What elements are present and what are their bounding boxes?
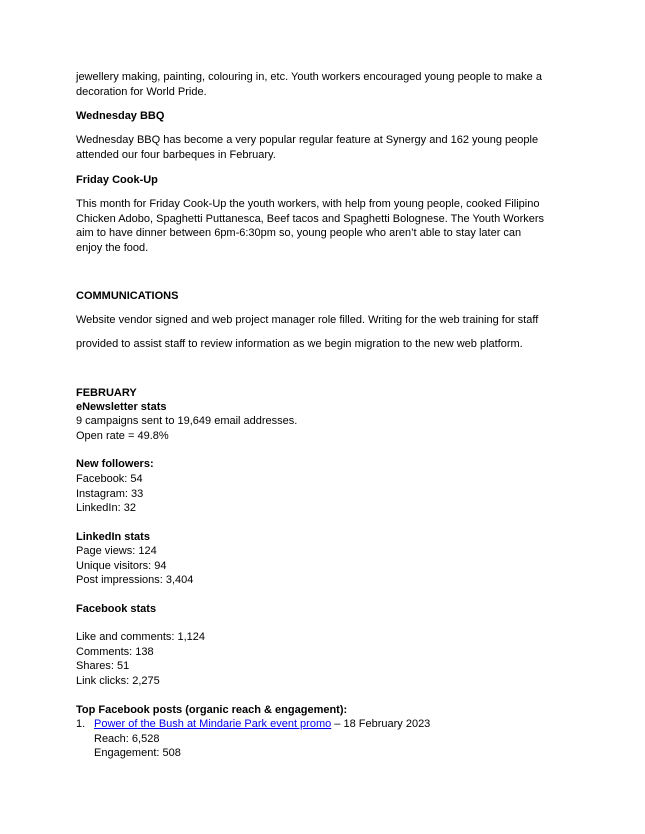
communications-line-2: provided to assist staff to review information as we begin migration to the new web platform. <box>76 338 523 350</box>
intro-paragraph <box>76 70 542 99</box>
post-link[interactable]: Power of the Bush at Mindarie Park event promo <box>94 718 332 730</box>
facebook-stats <box>76 630 205 688</box>
friday-cookup-heading: Friday Cook-Up <box>76 174 158 186</box>
post-details <box>94 717 430 761</box>
stat-line: LinkedIn: 32 <box>76 502 136 514</box>
new-followers-stats <box>76 472 143 516</box>
stat-line: Shares: 51 <box>76 660 130 672</box>
post-title-line <box>94 717 430 732</box>
text-line: attended our four barbeques in February. <box>76 148 276 161</box>
facebook-stats-heading: Facebook stats <box>76 603 157 615</box>
enewsletter-heading: eNewsletter stats <box>76 401 167 413</box>
stat-line: Unique visitors: 94 <box>76 559 167 572</box>
stat-line: Comments: 138 <box>76 645 154 658</box>
linkedin-stats <box>76 544 193 588</box>
new-followers-heading: New followers: <box>76 458 154 470</box>
post-date: – 18 February 2023 <box>331 718 431 730</box>
stat-line: Link clicks: 2,275 <box>76 674 160 687</box>
stat-line: Like and comments: 1,124 <box>76 631 206 643</box>
wednesday-bbq-heading: Wednesday BBQ <box>76 110 165 122</box>
top-facebook-posts-heading: Top Facebook posts (organic reach & engagement): <box>76 704 348 716</box>
post-engagement: Engagement: 508 <box>94 747 181 759</box>
february-heading: FEBRUARY <box>76 387 137 399</box>
linkedin-stats-heading: LinkedIn stats <box>76 531 150 543</box>
stat-line: Open rate = 49.8% <box>76 429 169 442</box>
text-line: decoration for World Pride. <box>76 85 207 98</box>
text-line: Wednesday BBQ has become a very popular regular feature at Synergy and 162 young people <box>76 134 539 146</box>
post-reach: Reach: 6,528 <box>94 732 160 745</box>
wednesday-bbq-paragraph <box>76 133 538 162</box>
top-post-item <box>76 717 556 761</box>
stat-line: Page views: 124 <box>76 545 157 557</box>
friday-cookup-paragraph <box>76 197 544 255</box>
text-line: aim to have dinner between 6pm-6:30pm so, young people who aren’t able to stay later can <box>76 227 522 239</box>
list-number: 1. <box>76 718 86 730</box>
communications-line-1: Website vendor signed and web project manager role filled. Writing for the web training for staff <box>76 314 539 326</box>
stat-line: 9 campaigns sent to 19,649 email addresses. <box>76 415 298 427</box>
text-line: jewellery making, painting, colouring in, etc. Youth workers encouraged young people to make a <box>76 71 542 83</box>
enewsletter-stats <box>76 414 297 443</box>
stat-line: Instagram: 33 <box>76 487 144 500</box>
text-line: enjoy the food. <box>76 241 149 254</box>
text-line: This month for Friday Cook-Up the youth workers, with help from young people, cooked Filipino <box>76 198 540 210</box>
communications-heading: COMMUNICATIONS <box>76 290 179 302</box>
text-line: Chicken Adobo, Spaghetti Puttanesca, Beef tacos and Spaghetti Bolognese. The Youth Workers <box>76 212 545 225</box>
stat-line: Facebook: 54 <box>76 473 143 485</box>
stat-line: Post impressions: 3,404 <box>76 574 194 586</box>
